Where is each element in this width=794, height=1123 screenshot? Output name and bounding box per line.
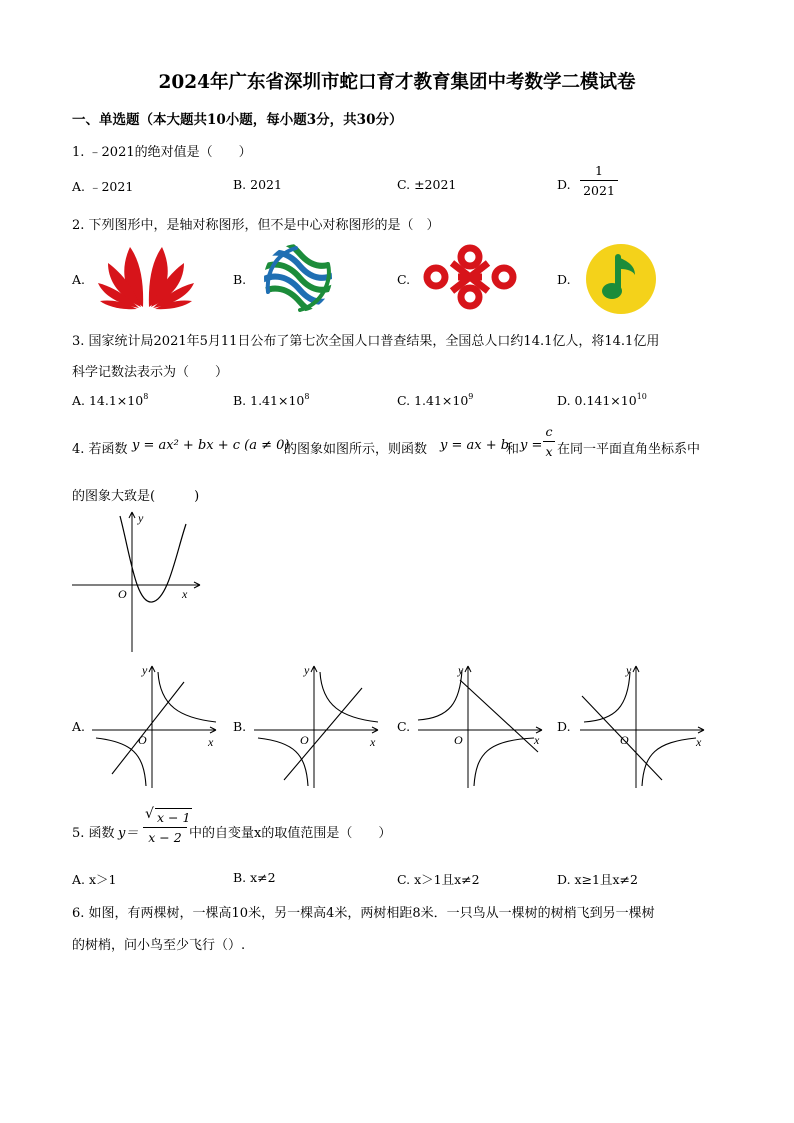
q5-y-equals: y＝	[118, 826, 139, 841]
q4-parabola-graph	[68, 508, 208, 658]
q3-b-base: B. 1.41×10	[233, 393, 305, 408]
option-b-y-label: y	[304, 663, 310, 677]
graph-y-label: y	[138, 511, 144, 525]
q4-inverse-numerator: c	[545, 424, 553, 439]
q4-inverse-fraction	[543, 424, 555, 459]
option-a-y-label: y	[142, 663, 148, 677]
question-3-line2: 科学记数法表示为（ ）	[72, 365, 229, 380]
q2-option-c: C.	[397, 272, 411, 287]
huawei-fan-logo-icon	[96, 241, 196, 311]
q3-c-exp: 9	[468, 392, 474, 401]
q4-mid-text: 的图象如图所示，则函数	[284, 442, 428, 457]
option-b-x-label: x	[370, 735, 376, 749]
q1-option-c: C. ±2021	[397, 177, 457, 192]
question-3-line1: 3. 国家统计局2021年5月11日公布了第七次全国人口普查结果，全国总人口约14.1亿人，将14.1亿用	[72, 334, 660, 349]
q5-option-b: B. x≠2	[233, 870, 276, 885]
q2-option-a: A.	[72, 272, 86, 287]
question-6-line2: 的树梢，问小鸟至少飞行（）.	[72, 938, 246, 953]
q3-d-base: D. 0.141×10	[557, 393, 637, 408]
q3-option-d	[557, 393, 647, 408]
q1-option-d-fraction	[580, 163, 618, 198]
q5-suffix: 中的自变量x的取值范围是（ ）	[189, 826, 392, 841]
q3-c-base: C. 1.41×10	[397, 393, 469, 408]
q4-function-linear: y = ax + b	[440, 438, 510, 453]
q5-fraction	[143, 806, 191, 845]
q3-d-exp: 10	[636, 392, 647, 401]
q3-option-b	[233, 393, 309, 408]
q4-function-quadratic: y = ax² + bx + c (a ≠ 0)	[132, 438, 290, 453]
q4-option-c-graph	[414, 662, 548, 792]
q2-option-d: D.	[557, 272, 571, 287]
q1-option-a: A. ﹣2021	[72, 179, 134, 194]
q4-option-d: D.	[557, 719, 571, 734]
q2-option-b: B.	[233, 272, 247, 287]
q1-option-d-label: D.	[557, 177, 571, 192]
q4-option-a: A.	[72, 719, 86, 734]
option-a-x-label: x	[208, 735, 214, 749]
q3-option-c	[397, 393, 473, 408]
china-mobile-logo-icon	[260, 242, 336, 314]
option-a-origin-label: O	[138, 733, 147, 747]
q5-denominator: x − 2	[148, 830, 182, 845]
q3-b-exp: 8	[304, 392, 310, 401]
q4-option-c: C.	[397, 719, 411, 734]
question-1-stem: 1. ﹣2021的绝对值是（ ）	[72, 145, 252, 160]
q3-a-base: A. 14.1×10	[72, 393, 144, 408]
question-4-line2: 的图象大致是( )	[72, 489, 200, 504]
sqrt-symbol-icon: √	[145, 806, 154, 822]
question-5-prefix: 5. 函数	[72, 826, 115, 841]
option-d-x-label: x	[696, 735, 702, 749]
question-6-line1: 6. 如图，有两棵树，一棵高10米，另一棵高4米，两树相距8米．一只鸟从一棵树的树梢飞到另一棵树	[72, 906, 655, 921]
option-d-origin-label: O	[620, 733, 629, 747]
section-heading: 一、单选题（本大题共10小题，每小题3分，共30分）	[72, 112, 403, 128]
q4-function-inverse-left: y =	[520, 438, 543, 453]
question-2-stem: 2. 下列图形中，是轴对称图形，但不是中心对称图形的是（ ）	[72, 218, 440, 233]
option-d-y-label: y	[626, 663, 632, 677]
q5-option-c: C. x＞1且x≠2	[397, 872, 480, 887]
page-title: 2024年广东省深圳市蛇口育才教育集团中考数学二模试卷	[158, 72, 636, 93]
q5-numerator: x − 1	[157, 810, 191, 825]
q5-option-d: D. x≥1且x≠2	[557, 872, 638, 887]
option-c-x-label: x	[534, 733, 540, 747]
q1-option-b: B. 2021	[233, 177, 282, 192]
q1-d-denominator: 2021	[583, 183, 615, 198]
q4-option-b: B.	[233, 719, 247, 734]
q4-option-d-graph	[576, 662, 710, 792]
parabola-curve	[120, 516, 186, 602]
music-note-logo-icon	[585, 243, 657, 315]
question-4-prefix: 4. 若函数	[72, 442, 128, 457]
q5-option-a: A. x＞1	[72, 872, 117, 887]
q4-option-b-graph	[250, 662, 384, 792]
graph-origin-label: O	[118, 587, 127, 601]
q3-a-exp: 8	[143, 392, 149, 401]
china-unicom-knot-logo-icon	[422, 243, 518, 311]
option-c-y-label: y	[458, 663, 464, 677]
q1-d-numerator: 1	[595, 163, 603, 178]
q4-option-a-graph	[88, 662, 222, 792]
q4-and-text: 和	[506, 442, 520, 457]
graph-x-label: x	[182, 587, 188, 601]
option-c-origin-label: O	[454, 733, 463, 747]
q3-option-a	[72, 393, 148, 408]
option-b-origin-label: O	[300, 733, 309, 747]
q4-suffix-text: 在同一平面直角坐标系中	[557, 442, 701, 457]
q4-inverse-denominator: x	[545, 444, 553, 459]
